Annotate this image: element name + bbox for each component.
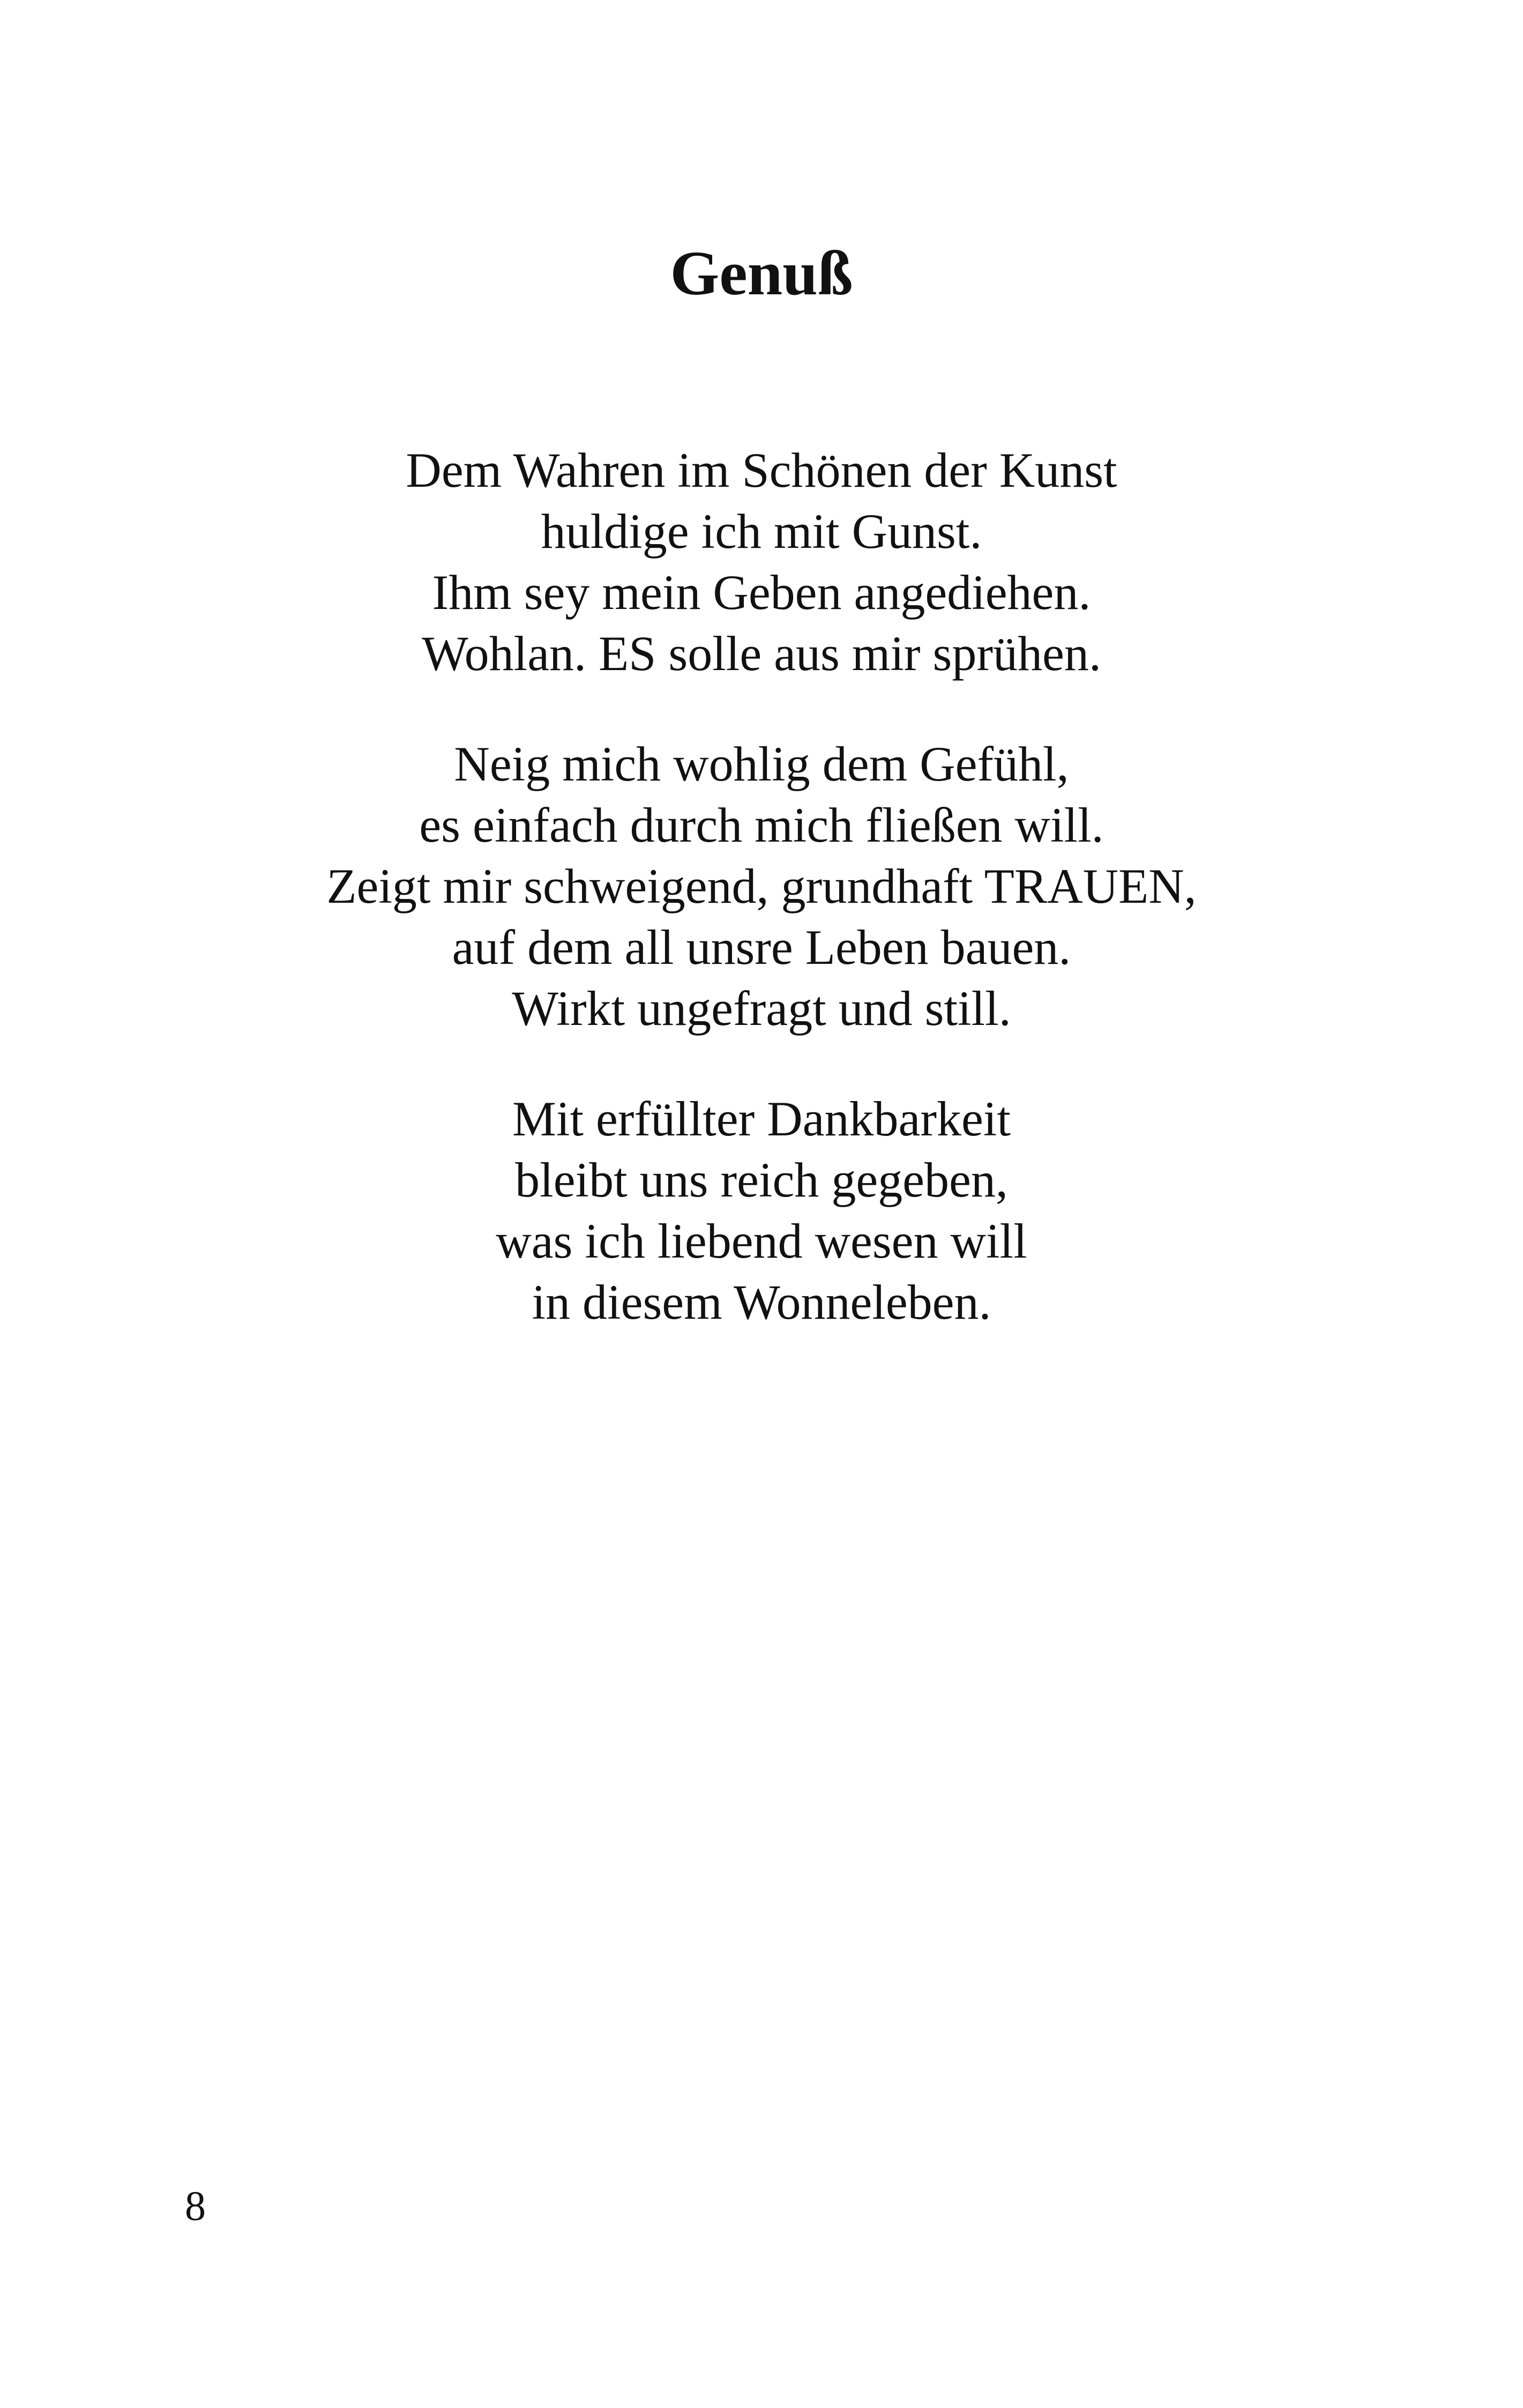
stanza [0, 733, 1523, 1039]
poem-title: Genuß [670, 238, 853, 308]
poem-line: bleibt uns reich gegeben, [515, 1153, 1008, 1207]
stanza [0, 440, 1523, 684]
poem-line: Zeigt mir schweigend, grundhaft TRAUEN, [326, 859, 1197, 913]
poem-line: Ihm sey mein Geben angediehen. [432, 565, 1091, 620]
poem-line: was ich liebend wesen will [496, 1214, 1027, 1268]
poem-line: auf dem all unsre Leben bauen. [452, 920, 1071, 975]
poem-line: in diesem Wonneleben. [532, 1275, 991, 1329]
poem-line: Wirkt ungefragt und still. [512, 981, 1011, 1036]
stanza [0, 1088, 1523, 1333]
poem-line: Wohlan. ES solle aus mir sprühen. [422, 626, 1101, 681]
page-number: 8 [185, 2182, 206, 2229]
poem-line: huldige ich mit Gunst. [541, 504, 982, 559]
poem-line: Neig mich wohlig dem Gefühl, [454, 737, 1069, 791]
poem-line: es einfach durch mich fließen will. [419, 798, 1104, 852]
poem-line: Mit erfüllter Dankbarkeit [512, 1091, 1011, 1146]
poem-line: Dem Wahren im Schönen der Kunst [406, 443, 1117, 497]
poem-body [0, 440, 1523, 1382]
